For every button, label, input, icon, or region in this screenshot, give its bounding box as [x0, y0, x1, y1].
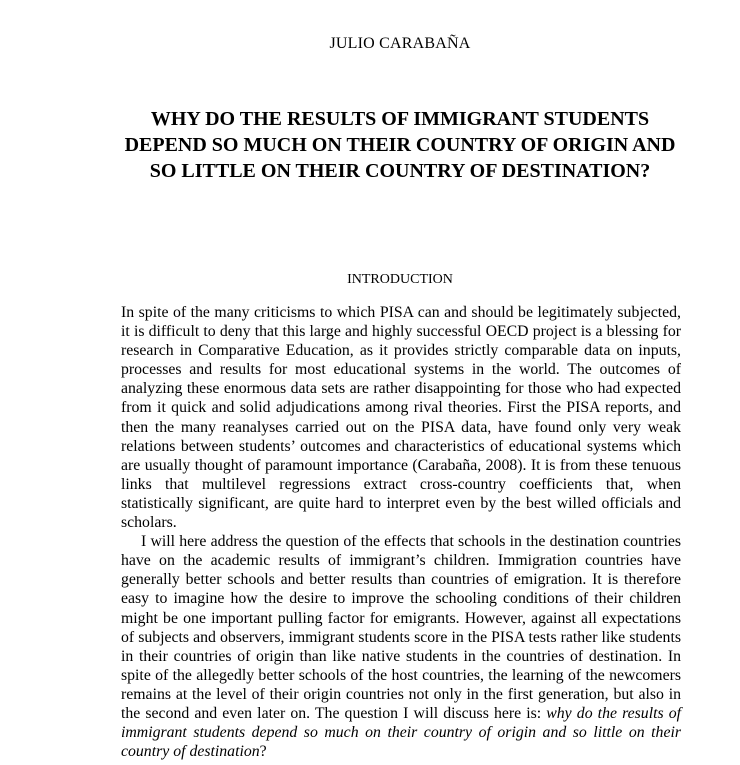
paragraph-2 [121, 532, 681, 761]
article-title: WHY DO THE RESULTS OF IMMIGRANT STUDENTS DEPEND SO MUCH ON THEIR COUNTRY OF ORIGIN AND SO LITTLE ON THEIR COUNTRY OF DESTINATION? [124, 108, 676, 182]
body-text [121, 303, 681, 761]
question-mark: ? [259, 743, 267, 761]
research-question: why do the results of immigrant students depend so much on their country of origin and so little on their country of destination [121, 704, 682, 761]
section-heading-introduction: INTRODUCTION [347, 272, 453, 287]
running-header-author: JULIO CARABAÑA [329, 35, 471, 52]
paragraph-1: In spite of the many criticisms to which PISA can and should be legitimately subjected, it is difficult to deny that this large and highly successful OECD project is a blessing for research in Comparative Education, as it provides strictly comparable data on inputs, processes and results for most educational systems in the world. The outcomes of analyzing these enormous data sets are rather disappointing for those who had expected from it quick and solid adjudications among rival theories. First the PISA reports, and then the many reanalyses carried out on the PISA data, have found only very weak relations between students’ outcomes and characteristics of educational systems which are usually thought of paramount importance (Carabaña, 2008). It is from these tenuous links that multilevel regressions extract cross-country coefficients that, when statistically significant, are quite hard to interpret even by the best willed officials and scholars. [121, 304, 681, 532]
paragraph-2-text: I will here address the question of the effects that schools in the destination countries have on the academic results of immigrant’s children. Immigration countries have generally better schools and better results than countries of emigration. It is therefore easy to imagine how the desire to improve the schooling conditions of their children might be one important pulling factor for emigrants. However, against all expectations of subjects and observers, immigrant students score in the PISA tests rather like students in their countries of origin than like native students in the countries of destination. In spite of the allegedly better schools of the host countries, the learning of the newcomers remains at the level of their origin countries not only in the first generation, but also in the second and even later on. The question I will discuss here is: [121, 533, 681, 722]
